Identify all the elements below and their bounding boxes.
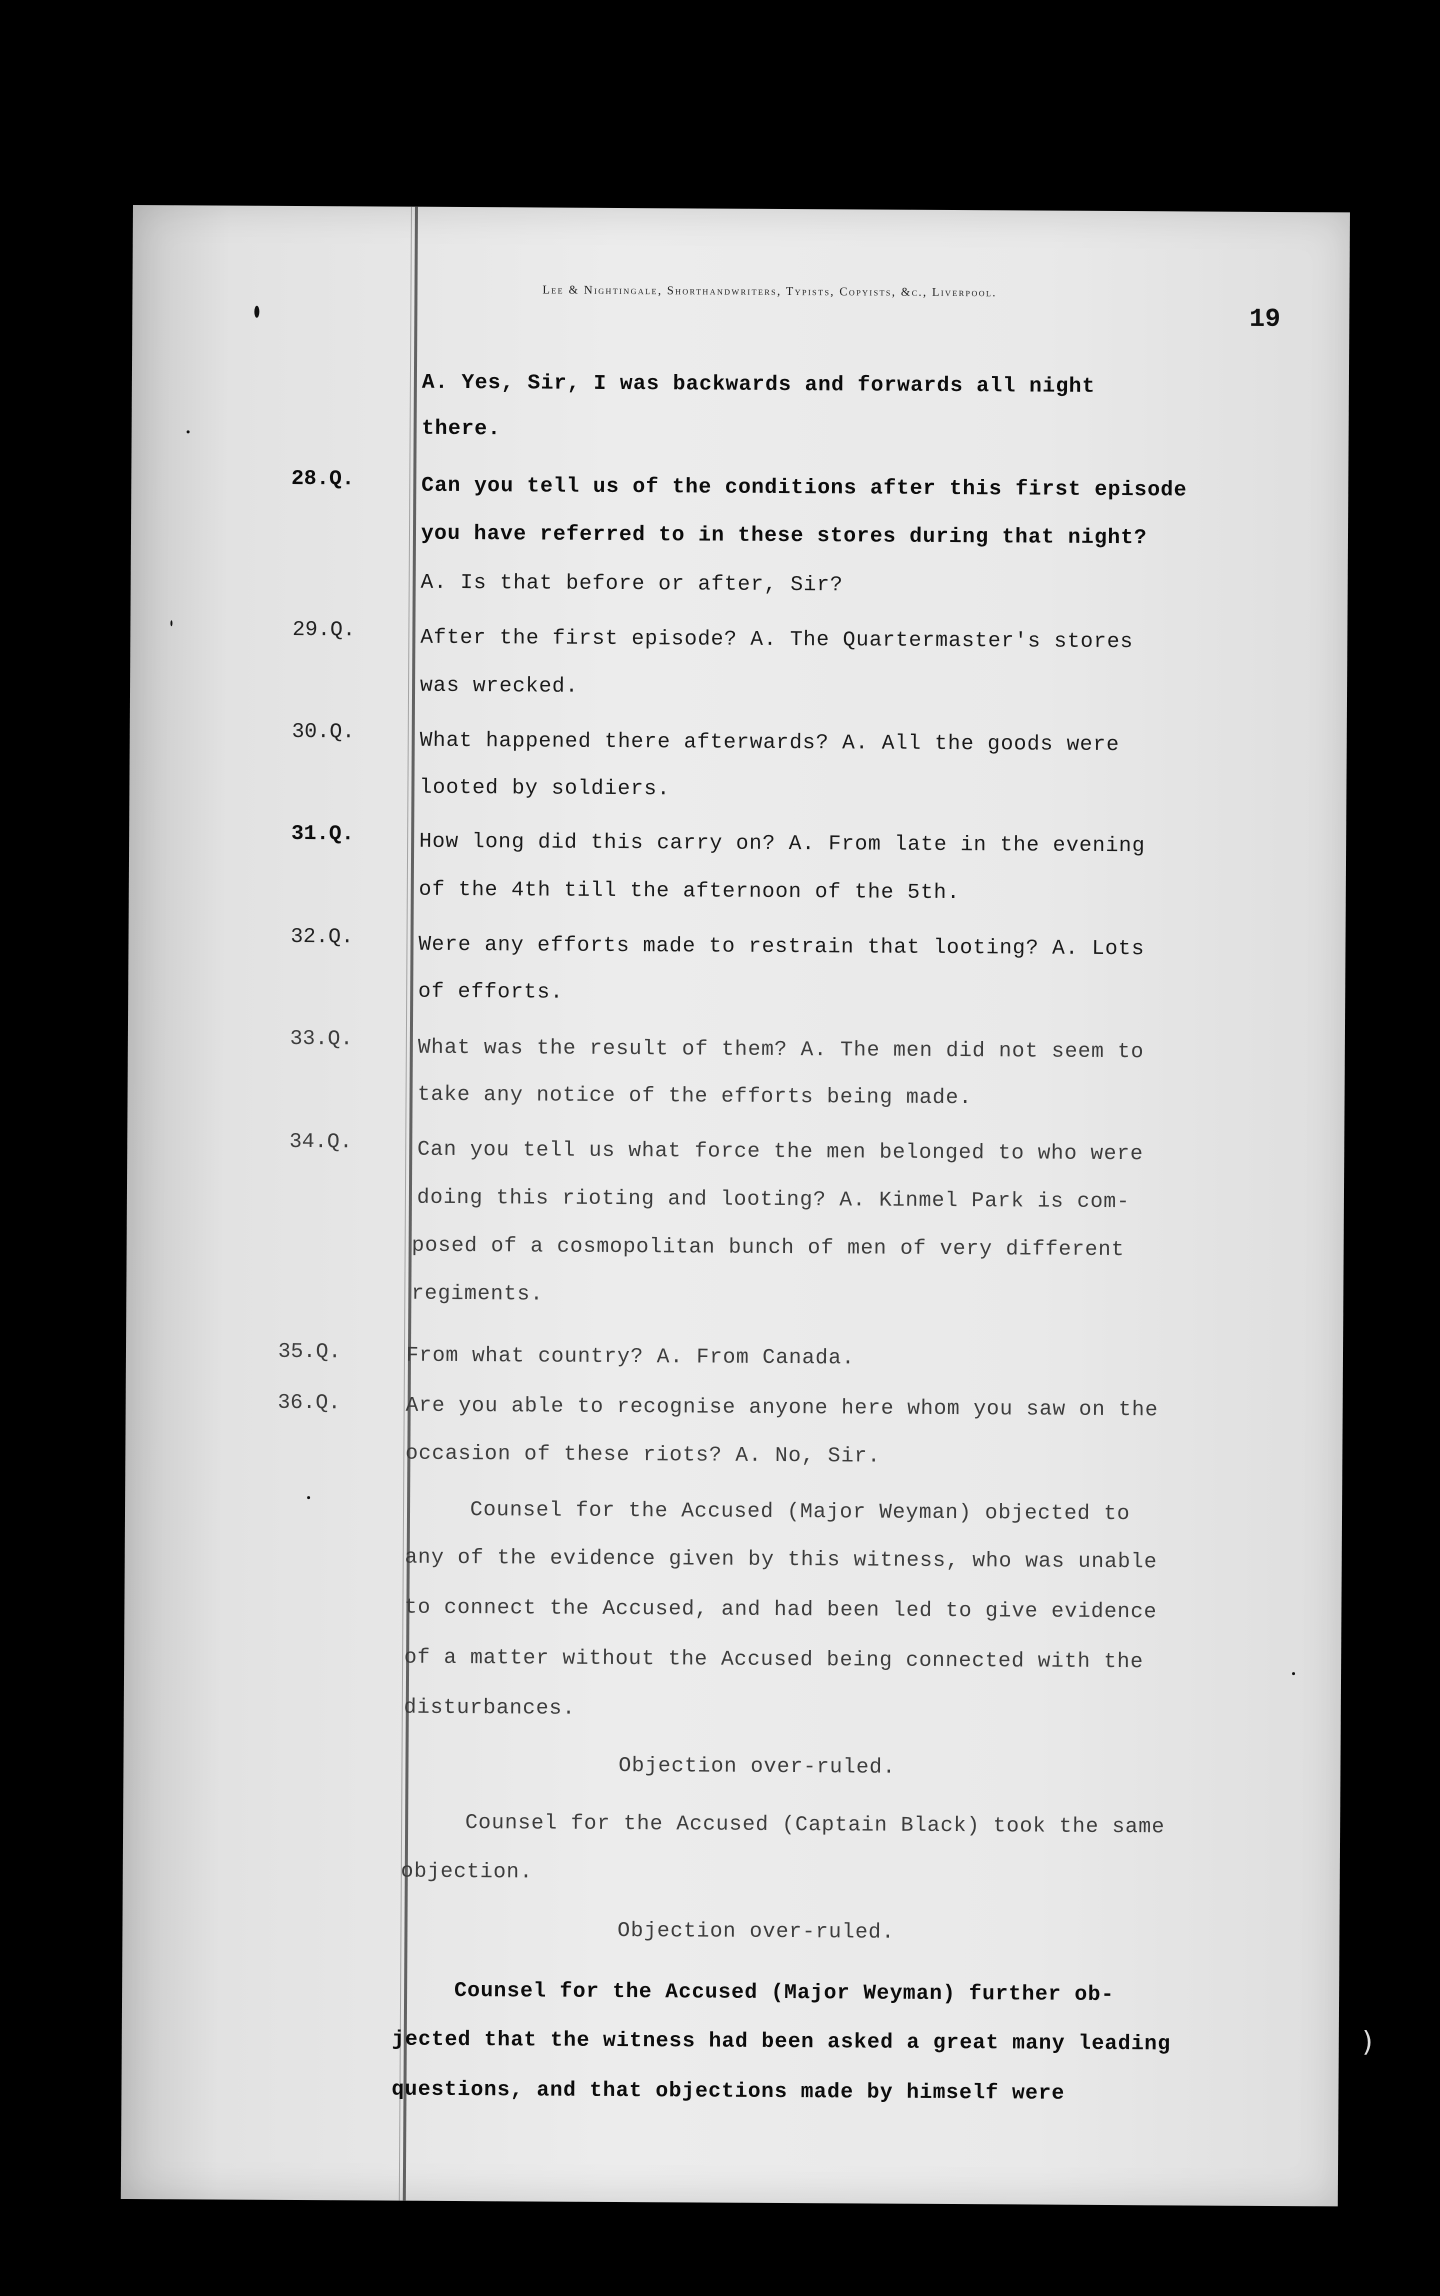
text-line: doing this rioting and looting? A. Kinmel Park is com- bbox=[416, 1186, 1130, 1215]
text-line: jected that the witness had been asked a great many leading bbox=[391, 2028, 1171, 2057]
scan-speck bbox=[307, 1496, 310, 1499]
scan-speck bbox=[254, 306, 259, 318]
text-line: questions, and that objections made by himself were bbox=[391, 2078, 1065, 2106]
text-line: looted by soldiers. bbox=[419, 776, 671, 802]
text-line: Objection over-ruled. bbox=[617, 1919, 895, 1945]
text-line: objection. bbox=[400, 1860, 533, 1885]
page-number: 19 bbox=[1249, 303, 1281, 335]
text-line: regiments. bbox=[411, 1282, 544, 1307]
text-line: A. Is that before or after, Sir? bbox=[420, 571, 844, 598]
text-line: any of the evidence given by this witness, who was unable bbox=[404, 1546, 1158, 1575]
question-number: 30.Q. bbox=[291, 720, 355, 745]
text-line: Are you able to recognise anyone here whom you saw on the bbox=[405, 1394, 1159, 1423]
question-number: 34.Q. bbox=[289, 1130, 353, 1155]
question-number: 28.Q. bbox=[291, 467, 355, 492]
text-line: Can you tell us what force the men belonged to who were bbox=[417, 1138, 1144, 1167]
text-line: you have referred to in these stores during that night? bbox=[420, 522, 1148, 551]
text-line: Can you tell us of the conditions after this first episode bbox=[421, 474, 1188, 503]
text-line: occasion of these riots? A. No, Sir. bbox=[405, 1442, 881, 1469]
text-line: was wrecked. bbox=[419, 674, 579, 699]
text-line: What was the result of them? A. The men did not seem to bbox=[417, 1036, 1145, 1065]
text-line: of a matter without the Accused being connected with the bbox=[404, 1646, 1144, 1675]
text-line: A. Yes, Sir, I was backwards and forwards all night bbox=[421, 371, 1096, 399]
text-line: posed of a cosmopolitan bunch of men of very different bbox=[411, 1234, 1125, 1263]
document-page bbox=[121, 205, 1350, 2206]
question-number: 29.Q. bbox=[292, 618, 356, 643]
scan-speck bbox=[170, 620, 172, 626]
scan-artifact: ) bbox=[1362, 2025, 1373, 2058]
text-line: Objection over-ruled. bbox=[618, 1754, 896, 1780]
text-line: What happened there afterwards? A. All the goods were bbox=[419, 729, 1120, 758]
text-line: Were any efforts made to restrain that looting? A. Lots bbox=[418, 933, 1145, 962]
text-line: of the 4th till the afternoon of the 5th. bbox=[418, 878, 961, 906]
text-line: Counsel for the Accused (Captain Black) took the same bbox=[465, 1812, 1165, 1840]
question-number: 31.Q. bbox=[291, 822, 355, 847]
scan-speck bbox=[1292, 1672, 1295, 1675]
text-line: to connect the Accused, and had been led to give evidence bbox=[404, 1596, 1158, 1625]
text-line: Counsel for the Accused (Major Weyman) objected to bbox=[469, 1499, 1131, 1527]
question-number: 33.Q. bbox=[289, 1027, 353, 1052]
text-line: disturbances. bbox=[403, 1696, 576, 1721]
text-line: of efforts. bbox=[418, 980, 564, 1005]
question-number: 32.Q. bbox=[290, 925, 354, 950]
text-line: there. bbox=[421, 417, 501, 442]
text-line: Counsel for the Accused (Major Weyman) further ob- bbox=[454, 1979, 1115, 2008]
scan-speck bbox=[187, 430, 190, 433]
text-line: How long did this carry on? A. From late in the evening bbox=[419, 830, 1146, 859]
text-line: After the first episode? A. The Quartermaster's stores bbox=[420, 626, 1134, 655]
page-header-firm: Lee & Nightingale, Shorthandwriters, Typists, Copyists, &c., Liverpool. bbox=[542, 282, 997, 300]
text-line: From what country? A. From Canada. bbox=[405, 1344, 855, 1371]
question-number: 36.Q. bbox=[277, 1391, 341, 1416]
text-line: take any notice of the efforts being made. bbox=[417, 1083, 973, 1111]
question-number: 35.Q. bbox=[277, 1340, 342, 1365]
